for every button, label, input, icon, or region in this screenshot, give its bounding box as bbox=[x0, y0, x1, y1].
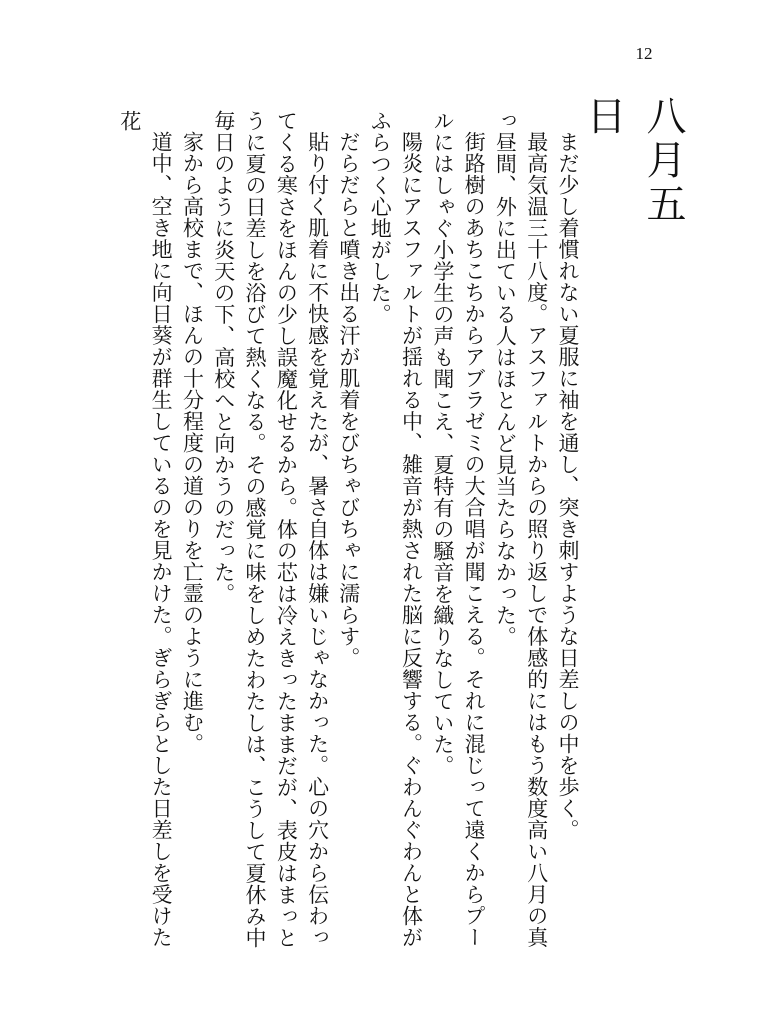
paragraph: まだ少し着慣れない夏服に袖を通し、突き刺すような日差しの中を歩く。 bbox=[556, 131, 580, 841]
paragraph: 道中、空き地に向日葵が群生しているのを見かけた。ぎらぎらとした日差しを受けた花 bbox=[117, 110, 174, 948]
paragraph: 最高気温三十八度。アスファルトからの照り返しで体感的にはもう数度高い八月の真っ昼間、外に出ている人はほとんど見当たらなかった。 bbox=[493, 110, 549, 948]
page-number: 12 bbox=[635, 44, 653, 63]
chapter-title: 八月五日 bbox=[580, 95, 686, 227]
paragraph: 街路樹のあちこちからアブラゼミの大合唱が聞こえる。それに混じって遠くからプールにはしゃぐ小学生の声も聞こえ、夏特有の騒音を織りなしていた。 bbox=[430, 110, 487, 948]
paragraph: 貼り付く肌着に不快感を覚えたが、暑さ自体は嫌いじゃなかった。心の穴から伝わってくる寒さをほんの少し誤魔化せるから。体の芯は冷えきったままだが、表皮はまっとうに夏の日差しを浴びて熱くなる。その感覚に味をしめたわたしは、こうして夏休み中毎日のように炎天の下、高校へと向かうのだった。 bbox=[211, 110, 330, 949]
paragraph: 家から高校まで、ほんの十分程度の道のりを亡霊のように進む。 bbox=[180, 131, 205, 755]
paragraph: 陽炎にアスファルトが揺れる中、雑音が熱された脳に反響する。ぐわんぐわんと体がふらつく心地がした。 bbox=[368, 110, 424, 948]
body-text bbox=[114, 110, 583, 950]
paragraph: だらだらと噴き出る汗が肌着をびちゃびちゃに濡らす。 bbox=[336, 131, 361, 669]
